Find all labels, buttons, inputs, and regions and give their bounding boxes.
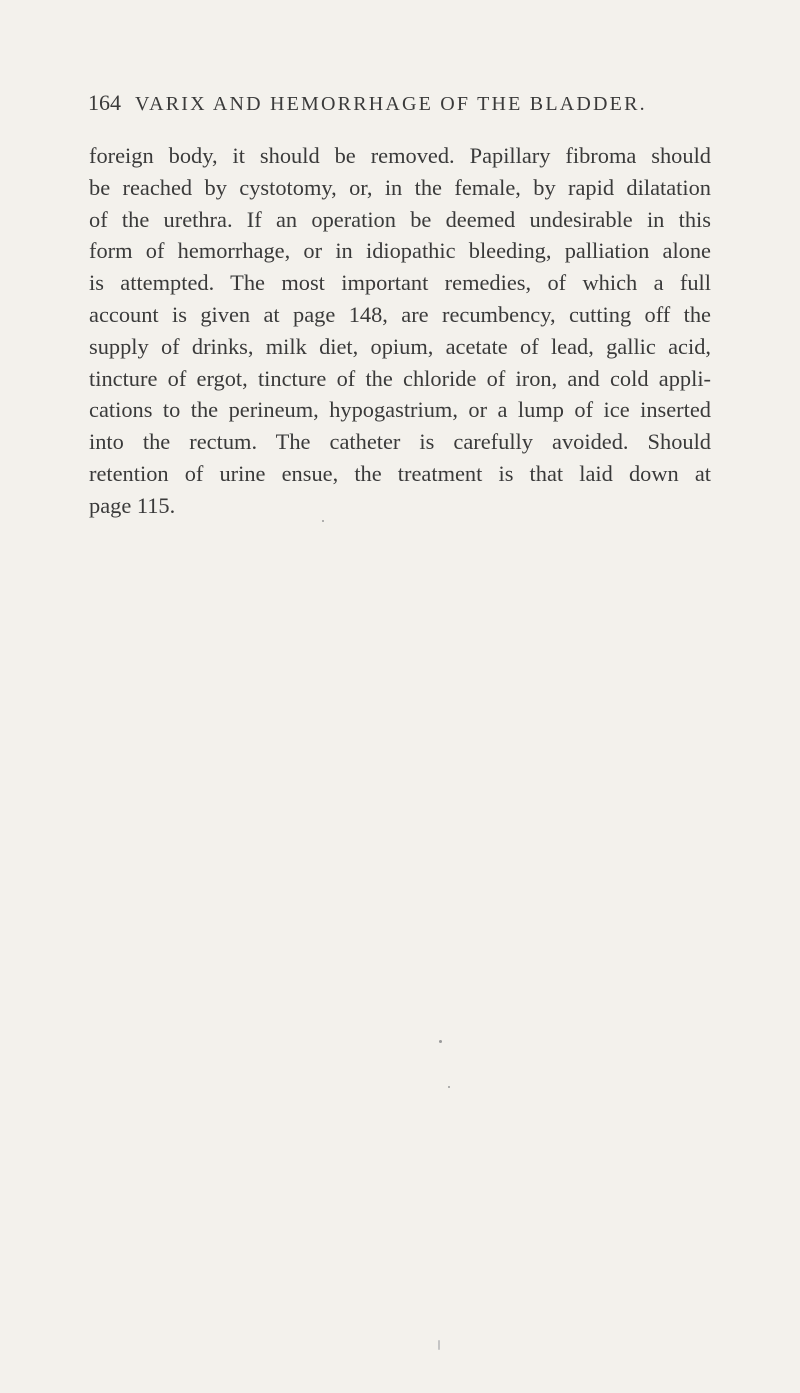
- text-line: page 115.: [89, 492, 176, 518]
- text-line: is attempted. The most important remedies, of which a full: [89, 270, 711, 296]
- paper-speck: [438, 1340, 440, 1350]
- text-line: tincture of ergot, tincture of the chloride of iron, and cold appli-: [89, 365, 711, 391]
- text-line: be reached by cystotomy, or, in the female, by rapid dilatation: [89, 174, 711, 200]
- text-line: form of hemorrhage, or in idiopathic bleeding, palliation alone: [89, 238, 711, 264]
- text-line: cations to the perineum, hypogastrium, or a lump of ice inserted: [89, 397, 711, 423]
- text-line: foreign body, it should be removed. Papillary fibroma should: [89, 143, 711, 168]
- text-line: supply of drinks, milk diet, opium, acetate of lead, gallic acid,: [89, 333, 711, 359]
- paper-speck: [439, 1040, 442, 1043]
- text-line: retention of urine ensue, the treatment is that laid down at: [89, 460, 711, 486]
- running-head: [88, 90, 728, 124]
- page-number: 164: [88, 90, 121, 115]
- text-line: of the urethra. If an operation be deemed undesirable in this: [89, 206, 711, 232]
- paper-speck: [322, 520, 324, 522]
- text-line: into the rectum. The catheter is carefully avoided. Should: [89, 429, 711, 455]
- body-paragraph: [89, 140, 711, 522]
- text-line: account is given at page 148, are recumbency, cutting off the: [89, 301, 711, 327]
- paper-speck: [448, 1086, 450, 1088]
- running-title: VARIX AND HEMORRHAGE OF THE BLADDER.: [135, 93, 647, 115]
